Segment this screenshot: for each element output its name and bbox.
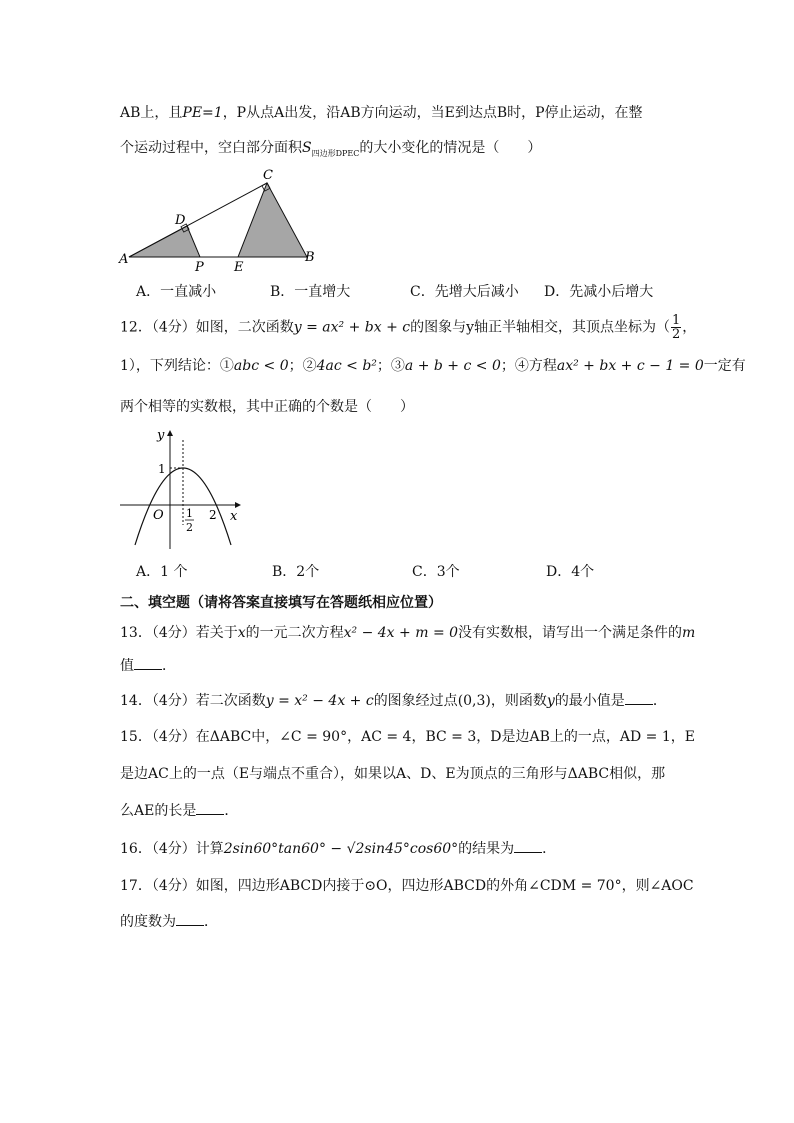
q15-answer-blank[interactable] <box>196 800 224 815</box>
q11-text-part: AB上，且 <box>120 105 183 121</box>
q11-pe-eq: PE=1 <box>182 105 223 121</box>
tick-label-half-den: 2 <box>186 521 193 534</box>
q13-equation: x² − 4x + m = 0 <box>343 625 459 641</box>
q16-text-part: 的结果为 <box>458 841 515 857</box>
label-p: P <box>195 260 204 273</box>
q12-text-part: 的图象与y轴正半轴相交，其顶点坐标为（ <box>410 319 671 336</box>
q12-text-part: ；② <box>288 358 317 374</box>
q12-text-part: ；④方程 <box>500 358 557 374</box>
q12-text-part: 12．（4分）如图，二次函数 <box>120 319 294 336</box>
q11-choice-d[interactable]: D．先减小后增大 <box>544 284 654 300</box>
q14-point: (0,3) <box>457 693 491 709</box>
q16-text-part: 16．（4分）计算 <box>120 841 224 857</box>
q13-answer-blank[interactable] <box>134 655 162 670</box>
q15-line2 <box>120 764 665 784</box>
q13-line2 <box>120 655 176 676</box>
q12-function: y = ax² + bx + c <box>293 319 411 336</box>
q13-text-part: 13．（4分）若关于 <box>120 625 238 641</box>
q14-function: y = x² − 4x + c <box>265 693 374 709</box>
q11-choice-c[interactable]: C．先增大后减小 <box>410 284 519 300</box>
q11-line1 <box>120 103 643 123</box>
q13-text-part: 没有实数根，请写出一个满足条件的 <box>458 625 683 641</box>
shaded-triangle-ecb <box>238 183 307 257</box>
q15-text-part: 是边AC上的一点（E与端点不重合），如果以A、D、E为顶点的三角形与ΔABC相似，那 <box>120 766 666 782</box>
label-b: B <box>305 250 315 265</box>
q12-text-part: 一定有 <box>703 358 746 374</box>
q11-text-part: ，P从点A出发，沿AB方向运动，当E到达点B时，P停止运动，在整 <box>222 105 643 121</box>
q12-parabola-graph <box>115 425 250 555</box>
q13-text-part: 的一元二次方程 <box>245 625 344 641</box>
q12-text-part: 两个相等的实数根，其中正确的个数是（ ） <box>120 399 414 415</box>
period: ． <box>652 693 667 709</box>
q14-y: y <box>546 693 555 709</box>
q12-vertex-fraction <box>671 314 681 341</box>
parabola-curve <box>135 468 231 545</box>
q11-area-subscript: 四边形DPEC <box>311 148 360 158</box>
label-a: A <box>119 252 129 267</box>
label-d: D <box>175 213 186 228</box>
q15-line3 <box>120 800 238 821</box>
tick-label-2: 2 <box>209 508 217 522</box>
label-c: C <box>263 168 273 183</box>
q17-line1 <box>120 876 694 896</box>
q13-line1 <box>120 623 695 643</box>
q14-line <box>120 690 667 711</box>
period: ． <box>204 914 218 930</box>
q11-choice-b[interactable]: B．一直增大 <box>270 284 351 300</box>
tick-label-1: 1 <box>158 462 166 476</box>
label-e: E <box>234 260 244 273</box>
x-axis-label: x <box>230 509 238 524</box>
q17-text-part: 的度数为 <box>120 914 176 930</box>
q12-choice-b[interactable]: B．2个 <box>272 564 320 580</box>
period: ． <box>224 803 239 819</box>
period: ． <box>542 841 557 857</box>
q17-line2 <box>120 911 218 932</box>
q14-answer-blank[interactable] <box>625 690 653 705</box>
q17-answer-blank[interactable] <box>176 911 204 926</box>
shaded-triangle-adp <box>129 226 200 257</box>
q11-text-part: 的大小变化的情况是（ ） <box>359 140 542 156</box>
q16-line <box>120 838 556 859</box>
q15-line1 <box>120 727 695 747</box>
fraction-numerator: 1 <box>672 313 681 328</box>
q12-choice-d[interactable]: D．4个 <box>546 564 595 580</box>
q12-choices <box>136 561 676 581</box>
q11-area-symbol: S <box>302 140 312 156</box>
q14-text-part: ，则函数 <box>490 693 547 709</box>
fraction-denominator: 2 <box>672 327 681 342</box>
q14-text-part: 14．（4分）若二次函数 <box>120 693 266 709</box>
section-2-title: 二、填空题（请将答案直接填写在答题纸相应位置） <box>120 595 442 611</box>
q12-choice-c[interactable]: C．3个 <box>412 564 460 580</box>
q11-triangle-figure <box>115 165 325 273</box>
q12-conclusion-4: ax² + bx + c − 1 = 0 <box>556 358 704 374</box>
q12-line2 <box>120 356 746 376</box>
q13-var: x <box>237 625 246 641</box>
tick-label-half-num: 1 <box>186 507 193 520</box>
q13-text-part: 值 <box>120 658 134 674</box>
y-axis-label: y <box>157 428 165 443</box>
q16-answer-blank[interactable] <box>514 838 542 853</box>
q16-expression: 2sin60°tan60° − √2sin45°cos60° <box>223 841 459 857</box>
q12-text-part: ；③ <box>376 358 405 374</box>
q11-line2 <box>120 138 541 164</box>
q11-text-part: 个运动过程中，空白部分面积 <box>120 140 302 156</box>
q15-text-part: 么AE的长是 <box>120 803 197 819</box>
q12-line3 <box>120 397 414 417</box>
q14-text-part: 的最小值是 <box>554 693 625 709</box>
period: ． <box>162 658 176 674</box>
q14-text-part: 的图象经过点 <box>373 693 458 709</box>
q12-text-part: ， <box>682 319 697 336</box>
q12-conclusion-1: abc < 0 <box>233 358 289 374</box>
q13-m: m <box>682 625 696 641</box>
q12-text-part: 1），下列结论：① <box>120 358 234 374</box>
q12-choice-a[interactable]: A．1 个 <box>136 564 188 580</box>
q11-choice-a[interactable]: A．一直减小 <box>136 284 217 300</box>
q15-text-part: 15．（4分）在ΔABC中，∠C = 90°，AC = 4，BC = 3，D是边AB上的一点，AD = 1，E <box>120 729 695 745</box>
q11-choices <box>136 281 676 301</box>
q12-conclusion-3: a + b + c < 0 <box>404 358 501 374</box>
q12-conclusion-2: 4ac < b² <box>316 358 377 374</box>
q12-line1 <box>120 314 696 341</box>
q17-text-part: 17．（4分）如图，四边形ABCD内接于⊙O，四边形ABCD的外角∠CDM = 70°，则∠AOC <box>120 878 694 894</box>
origin-label: O <box>153 508 164 523</box>
